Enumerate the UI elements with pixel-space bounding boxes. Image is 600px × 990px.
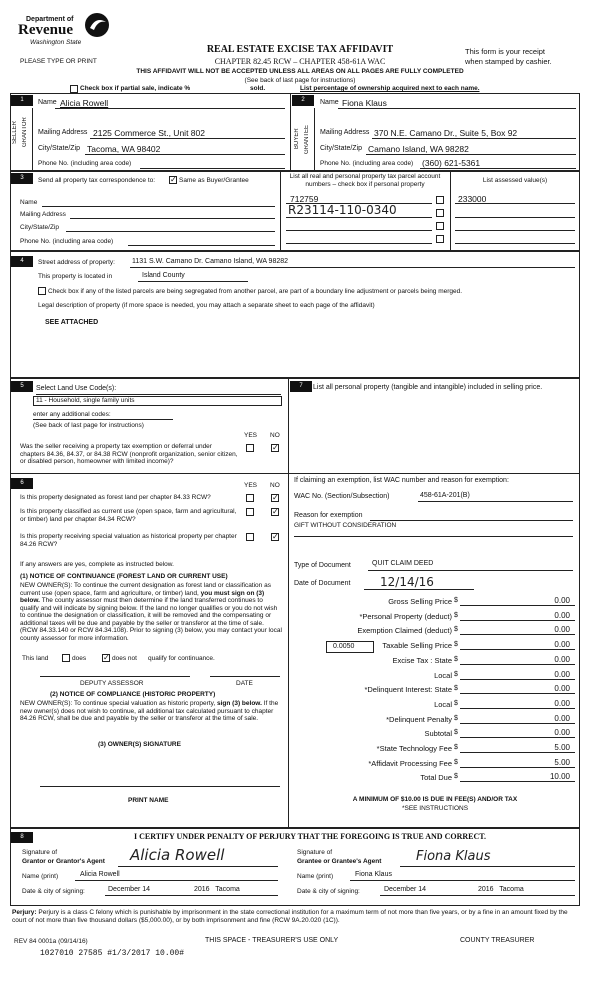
doc-date-label: Date of Document — [294, 580, 351, 587]
s3-name-label: Name — [20, 199, 38, 206]
fee-label: *Affidavit Processing Fee — [368, 758, 452, 768]
fee-dollar: $ — [454, 758, 458, 766]
fee-dollar: $ — [454, 773, 458, 781]
buyer-city[interactable]: Camano Island, WA 98282 — [368, 144, 469, 154]
certify-statement: I CERTIFY UNDER PENALTY OF PERJURY THAT THE FOREGOING IS TRUE AND CORRECT. — [133, 832, 486, 841]
does-checkbox[interactable] — [62, 654, 70, 662]
parcel-header: List all real and personal property tax parcel account numbers – check box if personal property — [289, 173, 441, 188]
receipt-note-2: when stamped by cashier. — [465, 57, 552, 66]
same-as-buyer-label: Same as Buyer/Grantee — [179, 177, 249, 184]
rev-number: REV 84 0001a (09/14/16) — [14, 938, 88, 945]
land-use-see-back: (See back of last page for instructions) — [33, 422, 144, 429]
fee-label: Local — [434, 670, 452, 680]
land-use-label: Select Land Use Code(s): — [36, 385, 117, 392]
forest-land-question: Is this property designated as forest land per chapter 84.33 RCW? — [20, 494, 211, 501]
ownership-label: List percentage of ownership acquired next to each name. — [300, 85, 480, 92]
exemption-no-checkbox[interactable]: ✓ — [272, 443, 279, 452]
seller-name[interactable]: Alicia Rowell — [60, 98, 109, 108]
assessed-1[interactable]: 233000 — [458, 194, 487, 204]
minimum-note: A MINIMUM OF $10.00 IS DUE IN FEE(S) AND/OR TAX — [352, 796, 518, 803]
fee-value[interactable]: 5.00 — [554, 743, 570, 752]
treasurer-use: THIS SPACE - TREASURER'S USE ONLY — [205, 937, 339, 944]
fee-dollar: $ — [454, 597, 458, 604]
if-any-yes: If any answers are yes, complete as instructed below. — [20, 561, 174, 568]
fee-dollar: $ — [454, 670, 458, 678]
fee-dollar: $ — [454, 699, 458, 707]
print-name-label: PRINT NAME — [128, 797, 169, 804]
fee-dollar: $ — [454, 744, 458, 751]
historic-no-checkbox[interactable]: ✓ — [272, 532, 279, 541]
parcel-1[interactable]: 712759 — [290, 194, 319, 204]
street-label: Street address of property: — [38, 259, 115, 266]
section-4-badge: 4 — [11, 256, 33, 267]
fee-dollar: $ — [454, 685, 458, 693]
fee-dollar: $ — [454, 641, 458, 649]
see-instructions: *SEE INSTRUCTIONS — [401, 805, 469, 812]
fee-dollar: $ — [454, 611, 458, 619]
current-use-no-checkbox[interactable]: ✓ — [272, 507, 279, 516]
assessor-date-label: DATE — [236, 680, 253, 687]
reason-value[interactable]: GIFT WITHOUT CONSIDERATION — [294, 522, 397, 529]
grantor-name-label: Name (print) — [22, 873, 59, 880]
does-not-label: does not — [112, 655, 137, 662]
deputy-assessor-label: DEPUTY ASSESSOR — [80, 680, 144, 687]
segregated-label: Check box if any of the listed parcels are being segregated from another parcel, are part of a boundary line adjustment or parcels being merged. — [48, 288, 463, 295]
grantee-name[interactable]: Fiona Klaus — [355, 871, 392, 878]
buyer-phone-label: Phone No. (including area code) — [320, 160, 414, 167]
perjury-notice: Perjury: Perjury is a class C felony which is punishable by imprisonment in the state correctional institution for a maximum term of not more than five years, or by a fine in an amount fixed by the court of not more than five thousand dollars ($5,000.00), or by both imprisonment and fine (RCW 9A.20.020 (1C)). — [12, 909, 568, 924]
logo-swirl-icon — [82, 10, 112, 40]
section-1-badge: 1 — [11, 95, 33, 106]
forest-yes-checkbox[interactable] — [246, 494, 254, 502]
form-warning: THIS AFFIDAVIT WILL NOT BE ACCEPTED UNLESS ALL AREAS ON ALL PAGES ARE FULLY COMPLETED — [136, 68, 464, 75]
fee-value[interactable]: 10.00 — [549, 772, 570, 782]
grantor-name[interactable]: Alicia Rowell — [80, 871, 120, 878]
grantee-name-label: Name (print) — [297, 873, 334, 880]
fee-dollar: $ — [454, 714, 458, 722]
segregated-checkbox[interactable] — [38, 287, 46, 295]
fee-label: Exemption Claimed (deduct) — [357, 626, 452, 636]
county-treasurer: COUNTY TREASURER — [460, 937, 535, 944]
fee-label: Subtotal — [424, 729, 452, 739]
fee-dollar: $ — [454, 729, 458, 737]
buyer-city-label: City/State/Zip — [320, 145, 363, 152]
please-type: PLEASE TYPE OR PRINT — [20, 58, 97, 65]
fee-value[interactable]: 0.00 — [554, 728, 570, 738]
local-rate: 0.0050 — [333, 643, 355, 650]
partial-sale-label: Check box if partial sale, indicate % — [80, 85, 191, 92]
legal-label: Legal description of property (if more space is needed, you may attach a separate sheet to each page of the affidavit) — [38, 302, 375, 309]
seller-mailing[interactable]: 2125 Commerce St., Unit 802 — [93, 128, 205, 138]
s3-city-label: City/State/Zip — [20, 224, 60, 231]
seller-name-label: Name — [38, 99, 57, 106]
exemption-claim-label: If claiming an exemption, list WAC number and reason for exemption: — [294, 477, 509, 484]
cashier-stamp: 1027010 27585 #1/3/2017 10.00# — [40, 949, 185, 958]
s6-yes: YES — [244, 482, 258, 489]
fee-label: Total Due — [420, 773, 452, 783]
forest-no-checkbox[interactable]: ✓ — [272, 493, 279, 502]
parcel-2[interactable]: R23114-110-0340 — [288, 203, 397, 217]
wac-label: WAC No. (Section/Subsection) — [294, 493, 390, 500]
parcel-3-checkbox[interactable] — [436, 222, 444, 230]
grantee-side-label: GRANTEE — [304, 124, 310, 154]
street-address[interactable]: 1131 S.W. Camano Dr. Camano Island, WA 98282 — [132, 258, 289, 265]
does-label: does — [72, 655, 87, 662]
logo-line-1: Department of — [26, 16, 74, 23]
notice-2-title: (2) NOTICE OF COMPLIANCE (HISTORIC PROPERTY) — [50, 691, 216, 698]
qualify-label: qualify for continuance. — [148, 655, 215, 662]
logo-line-3: Washington State — [30, 39, 82, 46]
section-3-badge: 3 — [11, 173, 33, 184]
s6-no: NO — [270, 482, 280, 489]
sold-label: sold. — [250, 85, 266, 92]
s3-phone-label: Phone No. (including area code) — [20, 238, 114, 245]
county[interactable]: Island County — [142, 272, 185, 279]
buyer-name[interactable]: Fiona Klaus — [342, 98, 387, 108]
section-6-badge: 6 — [11, 478, 33, 489]
notice-1-title: (1) NOTICE OF CONTINUANCE (FOREST LAND OR CURRENT USE) — [20, 573, 228, 580]
current-use-yes-checkbox[interactable] — [246, 508, 254, 516]
fee-value[interactable]: 0.00 — [554, 610, 570, 620]
grantee-year-city[interactable]: 2016 Tacoma — [478, 886, 524, 893]
seller-side-label: SELLER — [12, 120, 18, 144]
fee-value[interactable]: 0.00 — [554, 698, 570, 708]
seller-city[interactable]: Tacoma, WA 98402 — [87, 144, 161, 154]
see-back-note: (See back of last page for instructions) — [244, 77, 356, 84]
dor-logo — [18, 8, 118, 53]
parcel-4-checkbox[interactable] — [436, 235, 444, 243]
fee-label: Taxable Selling Price — [382, 641, 452, 651]
current-use-question: Is this property classified as current use (open space, farm and agricultural, or timber) land per chapter 84.34 RCW? — [20, 508, 237, 523]
section-5-badge: 5 — [11, 381, 33, 392]
fee-label: Local — [434, 699, 452, 709]
receipt-note-1: This form is your receipt — [465, 47, 546, 56]
send-correspondence-label: Send all property tax correspondence to: — [38, 177, 156, 184]
seller-city-label: City/State/Zip — [38, 145, 81, 152]
fee-value[interactable]: 0.00 — [554, 640, 570, 650]
partial-sale-checkbox[interactable] — [70, 85, 78, 93]
assessed-header: List assessed value(s) — [482, 177, 548, 184]
doc-type-label: Type of Document — [294, 562, 351, 569]
section-4-box — [10, 251, 580, 378]
notice-1-text: NEW OWNER(S): To continue the current designation as forest land or classification as current use (open space, farm and agriculture, or timber) land, you must sign on (3) below. The county assessor must then determine if the land transferred continues to qualify and will indicate by signing below. If the land no longer qualifies or you do not wish to continue the designation or classification, it will be removed and the compensating or additional taxes will be due and payable by the seller or transferor at the time of sale. (RCW 84.33.140 or RCW 84.34.108). Prior to signing (3) below, you may contact your local county assessor for more information. — [20, 582, 282, 642]
reason-label: Reason for exemption — [294, 512, 363, 519]
section-7-badge: 7 — [290, 381, 312, 392]
grantor-signature[interactable]: Alicia Rowell — [130, 846, 225, 864]
fee-value[interactable]: 0.00 — [554, 669, 570, 679]
fee-label: *State Technology Fee — [376, 744, 452, 753]
fee-label: *Delinquent Penalty — [386, 714, 452, 724]
grantee-signature[interactable]: Fiona Klaus — [416, 849, 491, 864]
fee-value[interactable]: 0.00 — [554, 596, 570, 605]
buyer-mailing[interactable]: 370 N.E. Camano Dr., Suite 5, Box 92 — [374, 128, 518, 138]
fee-label: *Personal Property (deduct) — [359, 611, 452, 621]
section-2-badge: 2 — [292, 95, 314, 106]
historic-yes-checkbox[interactable] — [246, 533, 254, 541]
buyer-name-label: Name — [320, 99, 339, 106]
grantee-date[interactable]: December 14 — [384, 886, 427, 893]
grantee-date-label: Date & city of signing: — [297, 888, 360, 895]
notice-2-text: NEW OWNER(S): To continue special valuation as historic property, sign (3) below. If the new owner(s) does not wish to continue, all additional tax calculated pursuant to chapter 84.26 RCW, shall be due and payable by the seller or transferor at the time of sale. — [20, 700, 279, 722]
fee-dollar: $ — [454, 655, 458, 663]
grantor-year-city[interactable]: 2016 Tacoma — [194, 886, 240, 893]
buyer-side-label: BUYER — [294, 128, 300, 150]
parcel-1-checkbox[interactable] — [436, 196, 444, 204]
buyer-mailing-label: Mailing Address — [320, 129, 370, 136]
grantor-sig-label-1: Signature of — [22, 849, 58, 856]
logo-line-2: Revenue — [18, 22, 73, 38]
grantor-date-label: Date & city of signing: — [22, 888, 85, 895]
grantee-sig-label-1: Signature of — [297, 849, 333, 856]
parcel-2-checkbox[interactable] — [436, 209, 444, 217]
fee-label: Gross Selling Price — [388, 597, 452, 606]
fee-value[interactable]: 0.00 — [554, 625, 570, 635]
seller-mailing-label: Mailing Address — [38, 129, 88, 136]
s5-yes: YES — [244, 432, 258, 439]
this-land-label: This land — [22, 655, 49, 662]
historic-question: Is this property receiving special valuation as historical property per chapter 84.26 RCW? — [20, 533, 237, 548]
fee-dollar: $ — [454, 626, 458, 634]
owner-signature-label: (3) OWNER(S) SIGNATURE — [98, 741, 181, 748]
doc-date-value[interactable]: 12/14/16 — [380, 575, 434, 589]
s5-no: NO — [270, 432, 280, 439]
same-as-buyer-checkbox[interactable]: ✓ — [170, 175, 177, 184]
does-not-checkbox[interactable]: ✓ — [103, 653, 110, 662]
form-title: REAL ESTATE EXCISE TAX AFFIDAVIT — [206, 44, 394, 55]
buyer-phone[interactable]: (360) 621-5361 — [422, 158, 481, 168]
located-label: This property is located in — [38, 273, 113, 280]
exemption-question: Was the seller receiving a property tax exemption or deferral under chapters 84.36, 84.37, or 84.38 RCW (nonprofit organization, senior citizen, or disabled person, homeowner with limited income)? — [20, 443, 238, 465]
fee-value[interactable]: 0.00 — [554, 684, 570, 694]
wac-value[interactable]: 458-61A-201(B) — [420, 492, 470, 499]
grantor-sig-label-2: Grantor or Grantor's Agent — [22, 858, 105, 865]
fee-value[interactable]: 0.00 — [554, 713, 570, 723]
fee-value[interactable]: 5.00 — [554, 757, 570, 767]
land-use-value: 11 - Household, single family units — [36, 397, 135, 404]
fee-label: *Delinquent Interest: State — [364, 685, 452, 695]
exemption-yes-checkbox[interactable] — [246, 444, 254, 452]
s3-mailing-label: Mailing Address — [20, 211, 66, 218]
personal-property-label: List all personal property (tangible and intangible) included in selling price. — [313, 384, 543, 391]
section-8-badge: 8 — [11, 832, 33, 843]
grantor-date[interactable]: December 14 — [108, 886, 151, 893]
additional-codes-label: enter any additional codes: — [33, 411, 111, 418]
grantor-side-label: GRANTOR — [22, 117, 28, 147]
seller-phone-label: Phone No. (including area code) — [38, 160, 132, 167]
grantee-sig-label-2: Grantee or Grantee's Agent — [297, 858, 382, 865]
legal-description[interactable]: SEE ATTACHED — [45, 319, 99, 326]
form-subtitle: CHAPTER 82.45 RCW – CHAPTER 458-61A WAC — [214, 57, 386, 66]
fee-label: Excise Tax : State — [392, 655, 452, 665]
doc-type-value[interactable]: QUIT CLAIM DEED — [372, 560, 434, 567]
fee-value[interactable]: 0.00 — [554, 654, 570, 664]
